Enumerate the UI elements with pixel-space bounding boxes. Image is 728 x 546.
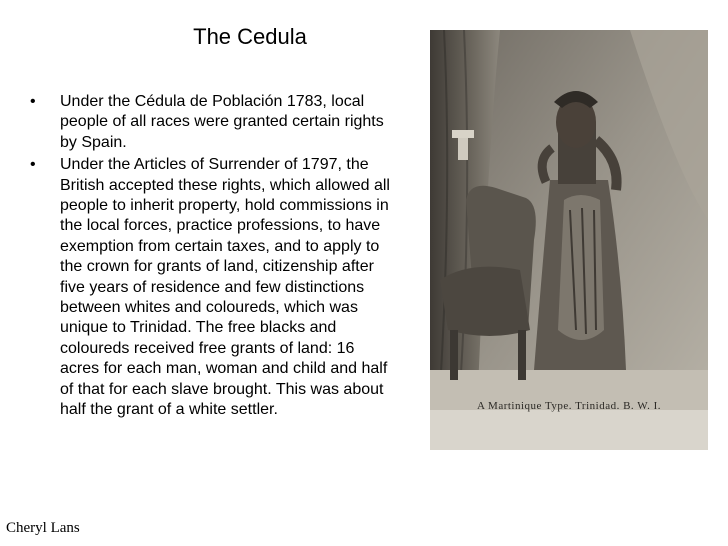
bullet-list <box>26 92 394 423</box>
bullet-item <box>26 155 394 420</box>
bullet-text: Under the Articles of Surrender of 1797, the British accepted these rights, which allowed all people to inherit property, hold commissions in the local forces, practice professions, to have exemption from certain taxes, and to apply to the crown for grants of land, citizenship after five years of residence and few distinctions between whites and coloureds, which was unique to Trinidad. The free blacks and coloureds received free grants of land: 16 acres for each man, woman and child and half of that for each slave brought. This was about half the grant of a white settler. <box>60 156 390 419</box>
bullet-marker: • <box>30 93 36 110</box>
bullet-item <box>26 92 394 153</box>
author-footer: Cheryl Lans <box>6 520 80 536</box>
photo-caption: A Martinique Type. Trinidad. B. W. I. <box>476 400 662 412</box>
bullet-text: Under the Cédula de Población 1783, local people of all races were granted certain rights by Spain. <box>60 93 384 151</box>
photograph-illustration <box>430 30 708 450</box>
slide-title: The Cedula <box>193 24 307 49</box>
bullet-marker: • <box>30 156 36 174</box>
historical-photograph <box>430 30 708 450</box>
